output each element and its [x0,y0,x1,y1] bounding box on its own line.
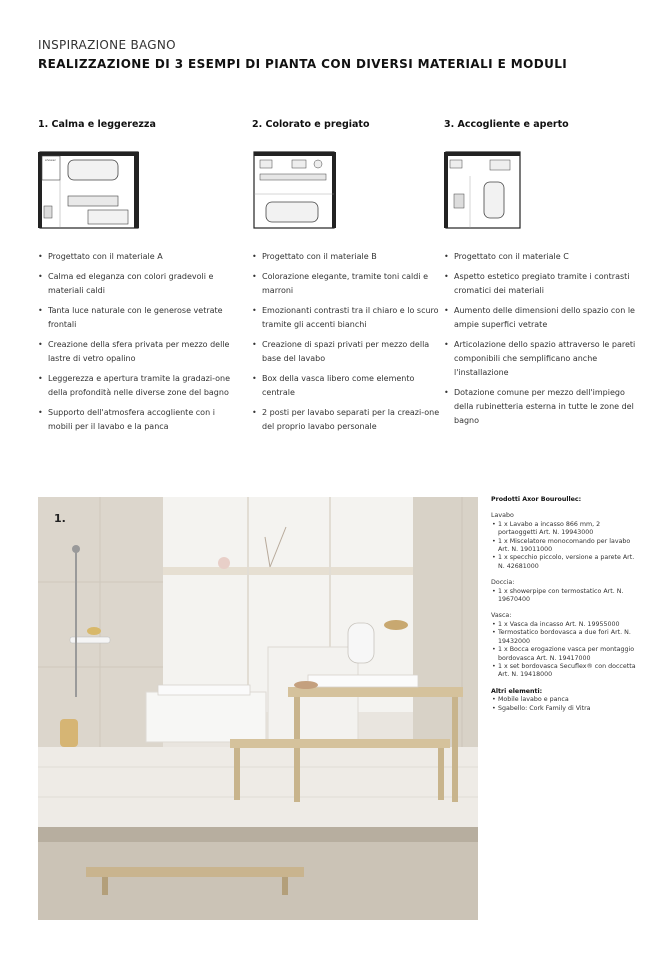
bullet-item: • Creazione della sfera privata per mezzo delle lastre di vetro opalino [38,338,233,366]
bathroom-illustration [38,497,478,920]
product-item: • 1 x Lavabo a incasso 866 mm, 2 portaoggetti Art. N. 19943000 [491,521,641,538]
concept-title: 2. Colorato e pregiato [252,119,370,130]
product-list [491,496,641,713]
bullet-item: • Creazione di spazi privati per mezzo della base del lavabo [252,338,447,366]
floor-plan-1 [38,150,142,232]
page-kicker: INSPIRAZIONE BAGNO [38,38,176,52]
concept-title: 3. Accogliente e aperto [444,119,569,130]
product-item: • 1 x set bordovasca Secuflex® con doccetta Art. N. 19418000 [491,663,641,680]
concept-2-bullets [252,250,447,440]
group-title: Doccia: [491,579,515,587]
product-item: • 1 x showerpipe con termostatico Art. N. 19670400 [491,588,641,605]
product-item: • 1 x specchio piccolo, versione a parete Art. N. 42681000 [491,554,641,571]
bullet-item: • Supporto dell'atmosfera accogliente con i mobili per il lavabo e la panca [38,406,233,434]
bullet-item: • Articolazione dello spazio attraverso le pareti componibili che semplificano anche l'installazione [444,338,639,380]
page-title: REALIZZAZIONE DI 3 ESEMPI DI PIANTA CON DIVERSI MATERIALI E MODULI [38,57,568,71]
concept-column-2 [252,119,452,236]
bullet-item: • Tanta luce naturale con le generose vetrate frontali [38,304,233,332]
product-group-doccia [491,579,641,604]
bullet-item: • Aspetto estetico pregiato tramite i contrasti cromatici dei materiali [444,270,639,298]
bullet-item: • Aumento delle dimensioni dello spazio con le ampie superfici vetrate [444,304,639,332]
concept-3-bullets [444,250,639,434]
bullet-item: • Emozionanti contrasti tra il chiaro e lo scuro tramite gli accenti bianchi [252,304,447,332]
concept-column-3 [444,119,644,236]
group-title: Altri elementi: [491,687,543,695]
bullet-item: • Colorazione elegante, tramite toni caldi e marroni [252,270,447,298]
bullet-item: • Calma ed eleganza con colori gradevoli e materiali caldi [38,270,233,298]
group-title: Vasca: [491,612,512,620]
photo-number: 1. [54,512,66,525]
bullet-item: • Dotazione comune per mezzo dell'impiego della rubinetteria esterna in tutte le zone del bagno [444,386,639,428]
product-item: • Mobile lavabo e panca [491,696,641,704]
svg-text:shower: shower [45,158,56,162]
product-item: • Termostatico bordovasca a due fori Art. N. 19432000 [491,629,641,646]
concept-column-1 [38,119,238,236]
product-item: • 1 x Bocca erogazione vasca per montaggio bordovasca Art. N. 19417000 [491,646,641,663]
floor-plan-3 [444,150,548,232]
group-title: Lavabo [491,512,514,520]
product-group-vasca [491,612,641,679]
bullet-item: • Progettato con il materiale A [38,250,233,264]
concept-1-bullets [38,250,233,440]
bullet-item: • Box della vasca libero come elemento centrale [252,372,447,400]
bullet-item: • Leggerezza e apertura tramite la gradazi-one della profondità nelle diverse zone del bagno [38,372,233,400]
product-item: • 1 x Vasca da incasso Art. N. 19955000 [491,621,641,629]
floor-plan-2 [252,150,356,232]
concept-title: 1. Calma e leggerezza [38,119,156,130]
product-item: • Sgabello: Cork Family di Vitra [491,705,641,713]
bullet-item: • 2 posti per lavabo separati per la creazi-one del proprio lavabo personale [252,406,447,434]
bullet-item: • Progettato con il materiale C [444,250,639,264]
product-heading: Prodotti Axor Bouroullec: [491,496,582,503]
product-item: • 1 x Miscelatore monocomando per lavabo Art. N. 19011000 [491,538,641,555]
bathroom-photo [38,497,478,920]
bullet-item: • Progettato con il materiale B [252,250,447,264]
product-group-lavabo [491,512,641,571]
product-group-other [491,688,641,713]
